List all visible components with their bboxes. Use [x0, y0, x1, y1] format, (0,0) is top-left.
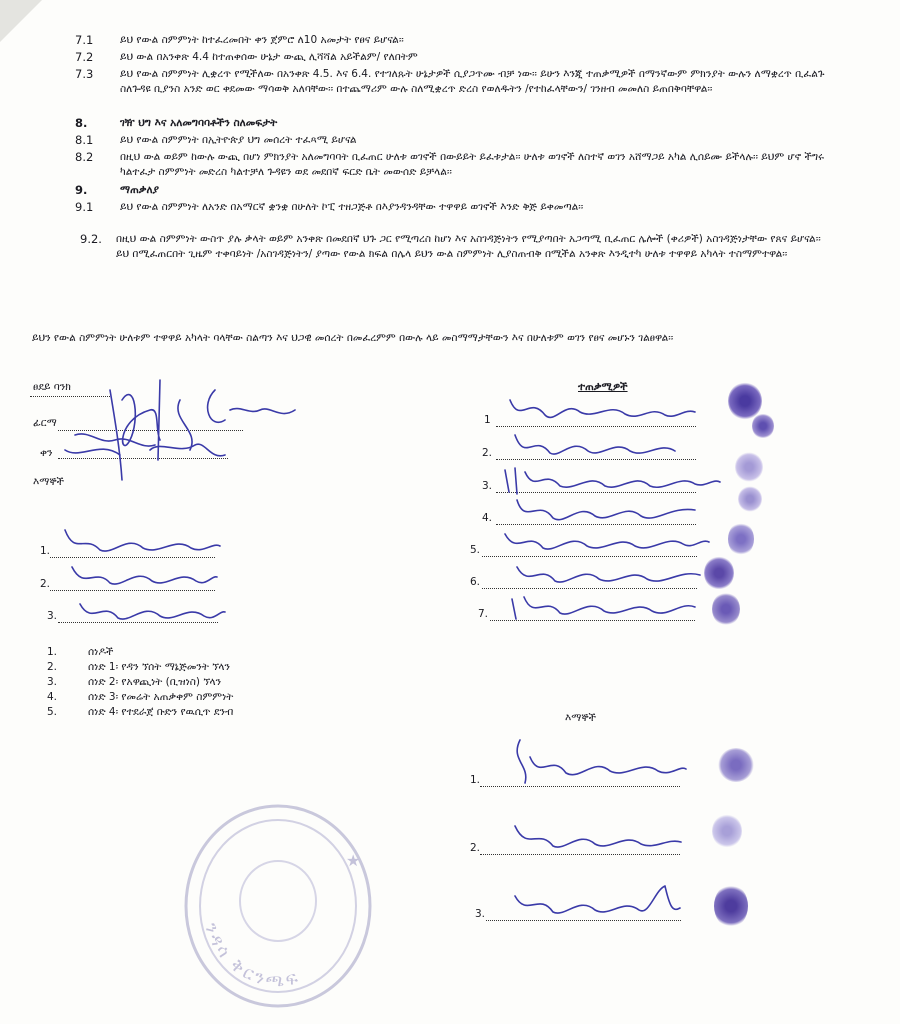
- clause-number: 9.2.: [80, 232, 102, 246]
- thumbprint-4: [738, 486, 762, 512]
- attachment-item: ሰነድ 3፡ የመሬት አጠቃቀም ስምምነት: [88, 691, 234, 703]
- stamp-text: ንዳሳ ቅርንጫፍ: [200, 920, 303, 992]
- beneficiary-number: 7.: [478, 608, 489, 620]
- witness-number: 3.: [475, 908, 486, 920]
- beneficiary-signature-1: [500, 390, 700, 430]
- attachment-number: 4.: [47, 691, 58, 703]
- clause-text: ይህ የውል ስምምነት ከተፈረመበት ቀን ጀምሮ ለ10 አመታት የፀና ይሆናል፡፡: [120, 34, 404, 46]
- svg-text:★: ★: [346, 851, 361, 870]
- attachment-number: 2.: [47, 661, 58, 673]
- beneficiary-number: 2.: [482, 447, 493, 459]
- beneficiary-number: 3.: [482, 480, 493, 492]
- clause-text: ይህ የውል ስምምነት በኢትዮጵያ ህግ መሰረት ተፈጻሚ ይሆናል: [120, 134, 357, 146]
- clause-text: ገዥ ህግ እና አለመግባባቶችን ስለመፍታት: [120, 117, 278, 129]
- beneficiary-signature-7: [500, 585, 700, 625]
- thumbprint-w3: [714, 884, 748, 928]
- clause-text: ይህ የውል ስምምነት ለአንድ በአማርኛ ቋንቋ በሁለት ኮፒ ተዘጋጅቶ በእያንዳንዳቸው ተዋዋይ ወገኖች እንድ ቅጅ ይቀመጣል፡፡: [120, 201, 584, 213]
- bank-witness-number: 3.: [47, 610, 58, 622]
- clause-text: በዚህ ውል ስምምነት ውስጥ ያሉ ቃላት ወይም አንቀጽ በመደበኛ ህጉ ጋር የሚጣረስ ከሆነ እና አስገዳጅነትን የሚያጣበት አጋጣሚ ቢፈጠር ሌሎች (ቀሪዎች) አስገዳጅነታቸው የጸና ይሆናል፡፡ ይህ በሚፈጠርበት ጊዜም ተቀባይነት /አስገዳጅነትን/ ያጣው የውል ክፍል በሌላ ይህን ውል ስምምነት ሊያስጠብቅ በሚችል አንቀጽ እንዲተካ ሁለቱ ተዋዋይ አካላት ተስማምተዋል፡፡: [116, 233, 821, 260]
- bank-name: ፀደይ ባንክ: [33, 381, 71, 393]
- bank-witness-number: 2.: [40, 578, 51, 590]
- thumbprint-5: [728, 522, 754, 556]
- clause-number: 8.: [75, 116, 88, 130]
- bank-witnesses-label: እማኞች: [33, 476, 65, 488]
- attachment-item: ሰነዶች: [88, 646, 114, 658]
- thumbprint-3: [735, 452, 763, 482]
- clause-number: 7.2: [75, 50, 94, 64]
- clause-number: 9.: [75, 183, 88, 197]
- attachment-number: 3.: [47, 676, 58, 688]
- bank-signature: [60, 360, 310, 500]
- attachment-item: ሰነድ 1፡ የዳን ኘሰት ማኔጅመንት ኘላን: [88, 661, 230, 673]
- signature-label: ፊርማ: [33, 417, 57, 429]
- bank-stamp: [178, 796, 378, 1016]
- clause-number: 7.1: [75, 33, 94, 47]
- corner-fold: [0, 0, 42, 42]
- clause-number: 8.2: [75, 150, 94, 164]
- clause-text: ይህ ውል በአንቀጽ 4.4 ከተጠቀሰው ሁኔታ ውጪ ሊሻሻል አይችልም/ የለበትም: [120, 51, 418, 63]
- bank-witness-number: 1.: [40, 545, 51, 557]
- witness-signature-1: [500, 735, 690, 790]
- witnesses-heading: እማኞች: [565, 712, 597, 724]
- beneficiary-number: 4.: [482, 512, 493, 524]
- clause-text: በዚህ ውል ወይም ከውሉ ውጪ በሆነ ምክንያት አለመግባባት ቢፈጠር ሁለቱ ወገኖች በውይይት ይፈቱታል፡፡ ሁለቱ ወገኖች ለስተኛ ወገን አሸማጋይ አካል ሊሰይሙ ይችላሉ፡፡ ይህም ሆኖ ችግሩ ካልተፈታ ስምምነት መድረስ ካልተቻለ ጉዳዩን ወደ መደበኛ ፍርድ ቤት መውሰድ ይቻላል፡፡: [120, 151, 825, 178]
- thumbprint-2: [752, 413, 774, 439]
- agreement-paragraph: ይህን የውል ስምምነት ሁለቱም ተዋዋይ አካላት ባላቸው ስልጣን እና ህጋዊ መሰረት በመፈረምም በውሉ ላይ መስማማታቸውን እና በሁለቱም ወገን የፀና መሆኑን ገልፀዋል፡፡: [32, 332, 674, 344]
- bank-witness-signature-2: [62, 555, 222, 595]
- beneficiary-number: 5.: [470, 544, 481, 556]
- beneficiary-number: 1: [484, 414, 491, 426]
- beneficiary-number: 6.: [470, 576, 481, 588]
- bank-witness-signature-3: [70, 590, 230, 630]
- witness-number: 1.: [470, 774, 481, 786]
- attachment-item: ሰነድ 4፡ የተደራጀ ቡድን የዉሲጥ ደንብ: [88, 706, 234, 718]
- beneficiaries-heading: ተጠቃሚዎች: [578, 381, 628, 393]
- date-label: ቀን: [40, 447, 53, 459]
- clause-number: 8.1: [75, 133, 94, 147]
- clause-number: 9.1: [75, 200, 94, 214]
- thumbprint-w2: [712, 814, 742, 848]
- attachment-number: 5.: [47, 706, 58, 718]
- attachment-item: ሰነድ 2፡ የአዋጪነት (ቢዝነስ) ኘላን: [88, 676, 222, 688]
- attachment-number: 1.: [47, 646, 58, 658]
- witness-number: 2.: [470, 842, 481, 854]
- clause-number: 7.3: [75, 67, 94, 81]
- clause-text: ማጠቃለያ: [120, 184, 160, 196]
- thumbprint-w1: [718, 748, 754, 782]
- thumbprint-7: [712, 592, 740, 626]
- witness-signature-3: [505, 878, 685, 923]
- clause-text: ይህ የውል ስምምነት ሊቋረጥ የሚችለው በአንቀጽ 4.5. እና 6.4. የተገለጹት ሁኔታዎች ሲያጋጥሙ ብቻ ነው፡፡ ይሁን እንጂ ተጠቃሚዎች በማንኛውም ምክንያት ውሉን ለማቋረጥ ቢፈልጉ ስለጉዳዩ ቢያንስ አንድ ወር ቀደመው ማሳወቅ አለባቸው፡፡ በተጨማሪም ውሉ ስለሚቋረጥ ድረስ የወለዱትን /የተከፈላቸውን/ ገንዘብ መመለስ ይጠበቅባቸዋል፡፡: [120, 68, 825, 95]
- thumbprint-6: [704, 556, 734, 590]
- witness-signature-2: [505, 816, 685, 856]
